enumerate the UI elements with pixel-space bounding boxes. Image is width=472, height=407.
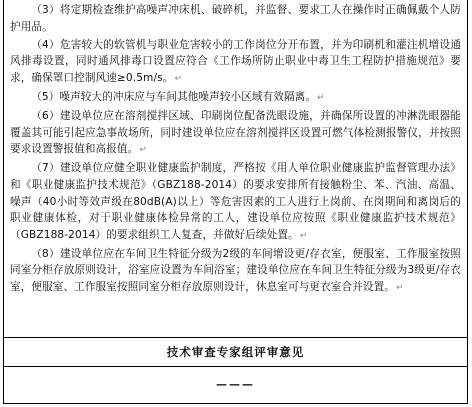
measure-5-text: （5）噪声较大的冲床应与车间其他噪声较小区域有效隔离。 (31, 90, 317, 103)
measure-4 (10, 37, 461, 88)
paragraph-mark-icon: ↵ (395, 283, 404, 293)
review-form-table (3, 0, 468, 404)
section-header-cell (4, 338, 467, 367)
paragraph-mark-icon: ↵ (139, 145, 147, 156)
measures-cell (4, 0, 467, 338)
measure-6-text: （6）建设单位应在溶剂搅拌区域、印刷岗位配备洗眼设施，并确保所设置的冲淋洗眼器能覆盖其可能引起应急事故场所，同时建设单位应在溶剂搅拌区设置可燃气体检测报警仪，并按照要求设置警报值和高报值。 (10, 110, 461, 156)
measure-4-text: （4）危害较大的软管机与职业危害较小的工作岗位分开布置，并为印刷机和灌注机增设通风排毒设置，同时通风排毒口设置应符合《工作场所防止职业中毒卫生工程防护措施规范》要求，确保罩口控制风速≥0.5m/s。 (10, 38, 461, 84)
paragraph-mark-icon: ↵ (174, 73, 183, 84)
measure-8-text: （8）建设单位应在车间卫生特征分级为2级的车间增设更/存衣室，便服室、工作服室按照同室分柜存放原则设计，浴室应设置为车间浴室；建设单位应在车间卫生特征分级为3级更/存衣室，便服室、工作服室按照同室分柜存放原则设计，休息室可与更衣室合并设置。 (10, 247, 461, 293)
measure-7 (10, 160, 461, 244)
opinion-placeholder: ——— (216, 378, 255, 391)
measure-8 (10, 246, 461, 297)
measure-5 (10, 89, 461, 107)
paragraph-mark-icon: ↵ (317, 92, 325, 103)
measure-3 (10, 2, 461, 35)
measure-6 (10, 108, 461, 159)
paragraph-mark-icon: ↵ (299, 230, 308, 241)
measure-3-text: （3）将定期检查维护高噪声冲床机、破碎机，并监督、要求工人在操作时正确佩戴个人防护用品。 (10, 4, 461, 33)
opinion-cell (4, 366, 467, 403)
section-title: 技术审查专家组评审意见 (166, 345, 305, 359)
measure-7-text: （7）建设单位应健全职业健康监护制度，严格按《用人单位职业健康监护监督管理办法》和《职业健康监护技术规范》（GBZ188-2014）的要求安排所有接触粉尘、苯、汽油、高温、噪声（40小时等效声级在80dB(A)以上）等危害因素的工人进行上岗前、在岗期间和离岗后的职业健康体检，对于职业健康体检异常的工人，建设单位应按照《职业健康监护技术规范》（GBZ188-2014）的要求组织工人复查，并做好后续处置。 (10, 162, 461, 241)
